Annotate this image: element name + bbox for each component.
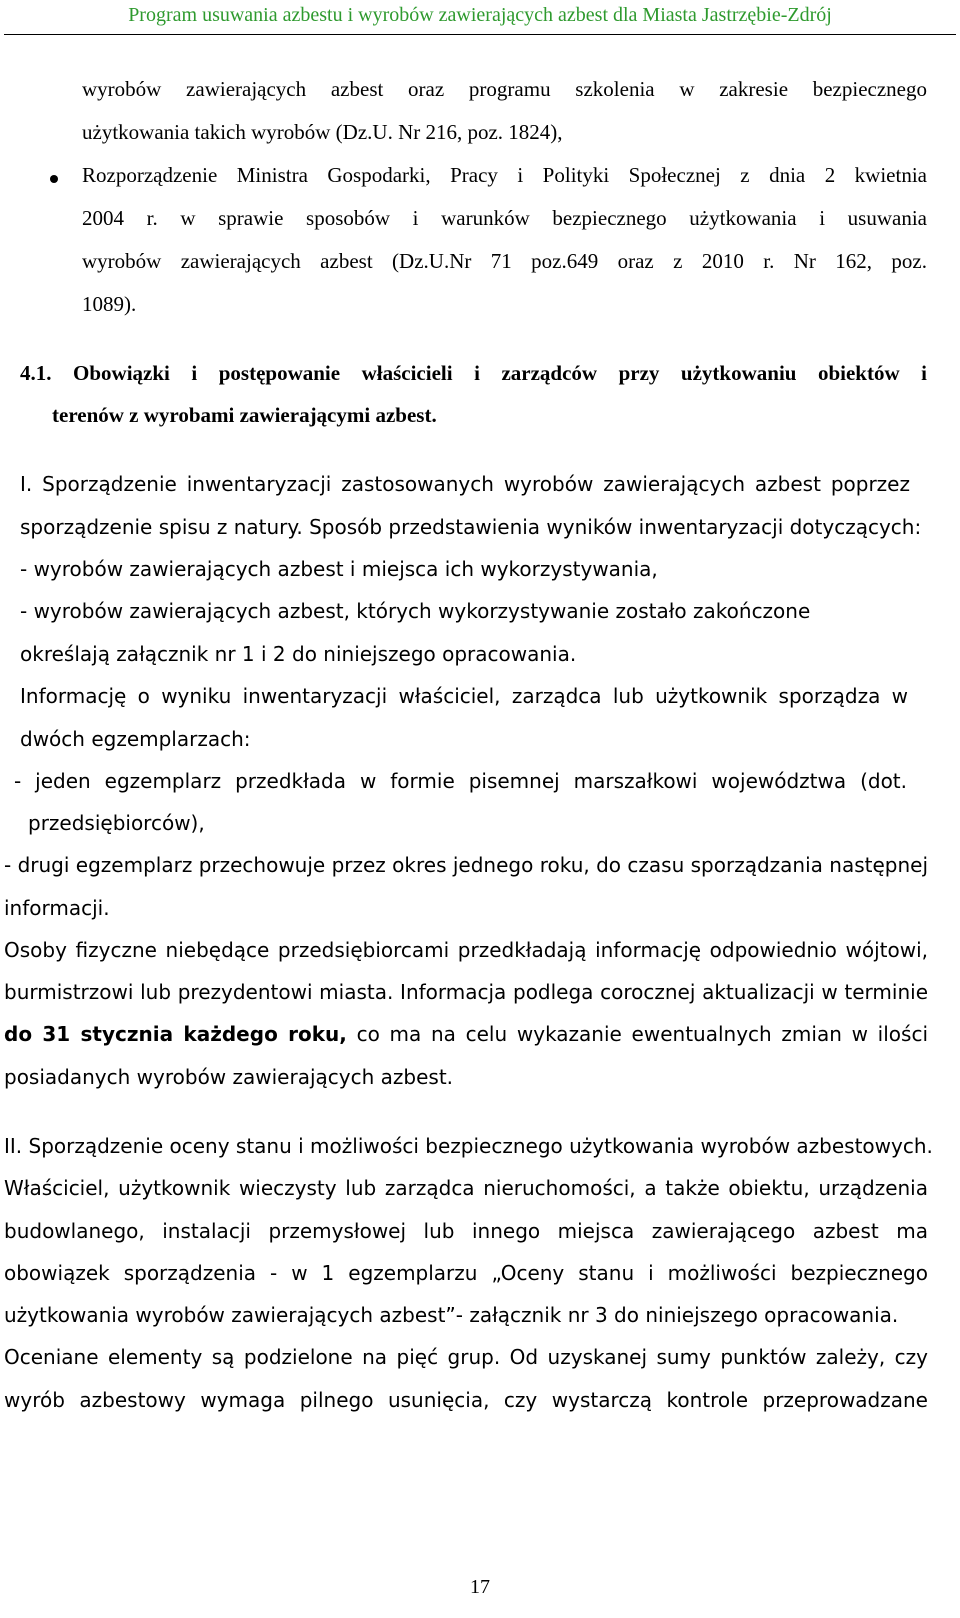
text-line: Osoby fizyczne niebędące przedsiębiorcami przedkładają informację odpowiednio wójtowi,: [4, 938, 928, 962]
text-line: wyrób azbestowy wymaga pilnego usunięcia, czy wystarczą kontrole przeprowadzane: [4, 1388, 928, 1412]
text-line: Właściciel, użytkownik wieczysty lub zarządca nieruchomości, a także obiektu, urządzenia: [4, 1176, 928, 1200]
text-line: 2004 r. w sprawie sposobów i warunków bezpiecznego użytkowania i usuwania: [82, 206, 927, 230]
text-line: Oceniane elementy są podzielone na pięć grup. Od uzyskanej sumy punktów zależy, czy: [4, 1345, 928, 1369]
text-line: Informację o wyniku inwentaryzacji właściciel, zarządca lub użytkownik sporządza w: [20, 684, 908, 708]
text-line: burmistrzowi lub prezydentowi miasta. Informacja podlega corocznej aktualizacji w terminie: [4, 980, 928, 1004]
text-line: 1089).: [82, 292, 137, 316]
bullet-icon: [50, 175, 58, 183]
section-heading: II. Sporządzenie oceny stanu i możliwości bezpiecznego użytkowania wyrobów azbestowych.: [4, 1134, 933, 1158]
text-line: użytkowania takich wyrobów (Dz.U. Nr 216, poz. 1824),: [82, 120, 563, 144]
text-line: przedsiębiorców),: [28, 811, 205, 835]
text-line: określają załącznik nr 1 i 2 do niniejszego opracowania.: [20, 642, 577, 666]
text-line: I. Sporządzenie inwentaryzacji zastosowanych wyrobów zawierających azbest poprzez: [20, 472, 910, 496]
text-line: informacji.: [4, 896, 110, 920]
text-line: użytkowania wyrobów zawierających azbest”- załącznik nr 3 do niniejszego opracowania.: [4, 1303, 899, 1327]
text-line: - wyrobów zawierających azbest, których wykorzystywanie zostało zakończone: [20, 599, 811, 623]
text-line: do 31 stycznia każdego roku, co ma na celu wykazanie ewentualnych zmian w ilości: [4, 1022, 929, 1046]
page-number: 17: [470, 1576, 490, 1598]
text-line: - jeden egzemplarz przedkłada w formie pisemnej marszałkowi województwa (dot.: [14, 769, 907, 793]
deadline-emphasis: do 31 stycznia każdego roku,: [4, 1022, 347, 1046]
text-line: wyrobów zawierających azbest oraz programu szkolenia w zakresie bezpiecznego: [82, 77, 927, 101]
text-line: - drugi egzemplarz przechowuje przez okres jednego roku, do czasu sporządzania następnej: [4, 853, 928, 877]
text-line: posiadanych wyrobów zawierających azbest.: [4, 1065, 454, 1089]
header-rule: [4, 34, 956, 35]
text-line: - wyrobów zawierających azbest i miejsca ich wykorzystywania,: [20, 557, 658, 581]
section-heading: 4.1. Obowiązki i postępowanie właścicieli i zarządców przy użytkowaniu obiektów i: [20, 361, 927, 385]
running-header: Program usuwania azbestu i wyrobów zawierających azbest dla Miasta Jastrzębie-Zdrój: [128, 4, 832, 26]
text-line: budowlanego, instalacji przemysłowej lub innego miejsca zawierającego azbest ma: [4, 1219, 928, 1243]
text-line: obowiązek sporządzenia - w 1 egzemplarzu „Oceny stanu i możliwości bezpiecznego: [4, 1261, 928, 1285]
text-line: sporządzenie spisu z natury. Sposób przedstawienia wyników inwentaryzacji dotyczących:: [20, 515, 922, 539]
text-line: wyrobów zawierających azbest (Dz.U.Nr 71 poz.649 oraz z 2010 r. Nr 162, poz.: [82, 249, 927, 273]
text-line: dwóch egzemplarzach:: [20, 727, 251, 751]
section-heading: terenów z wyrobami zawierającymi azbest.: [52, 403, 437, 427]
text-line: Rozporządzenie Ministra Gospodarki, Pracy i Polityki Społecznej z dnia 2 kwietnia: [82, 163, 927, 187]
